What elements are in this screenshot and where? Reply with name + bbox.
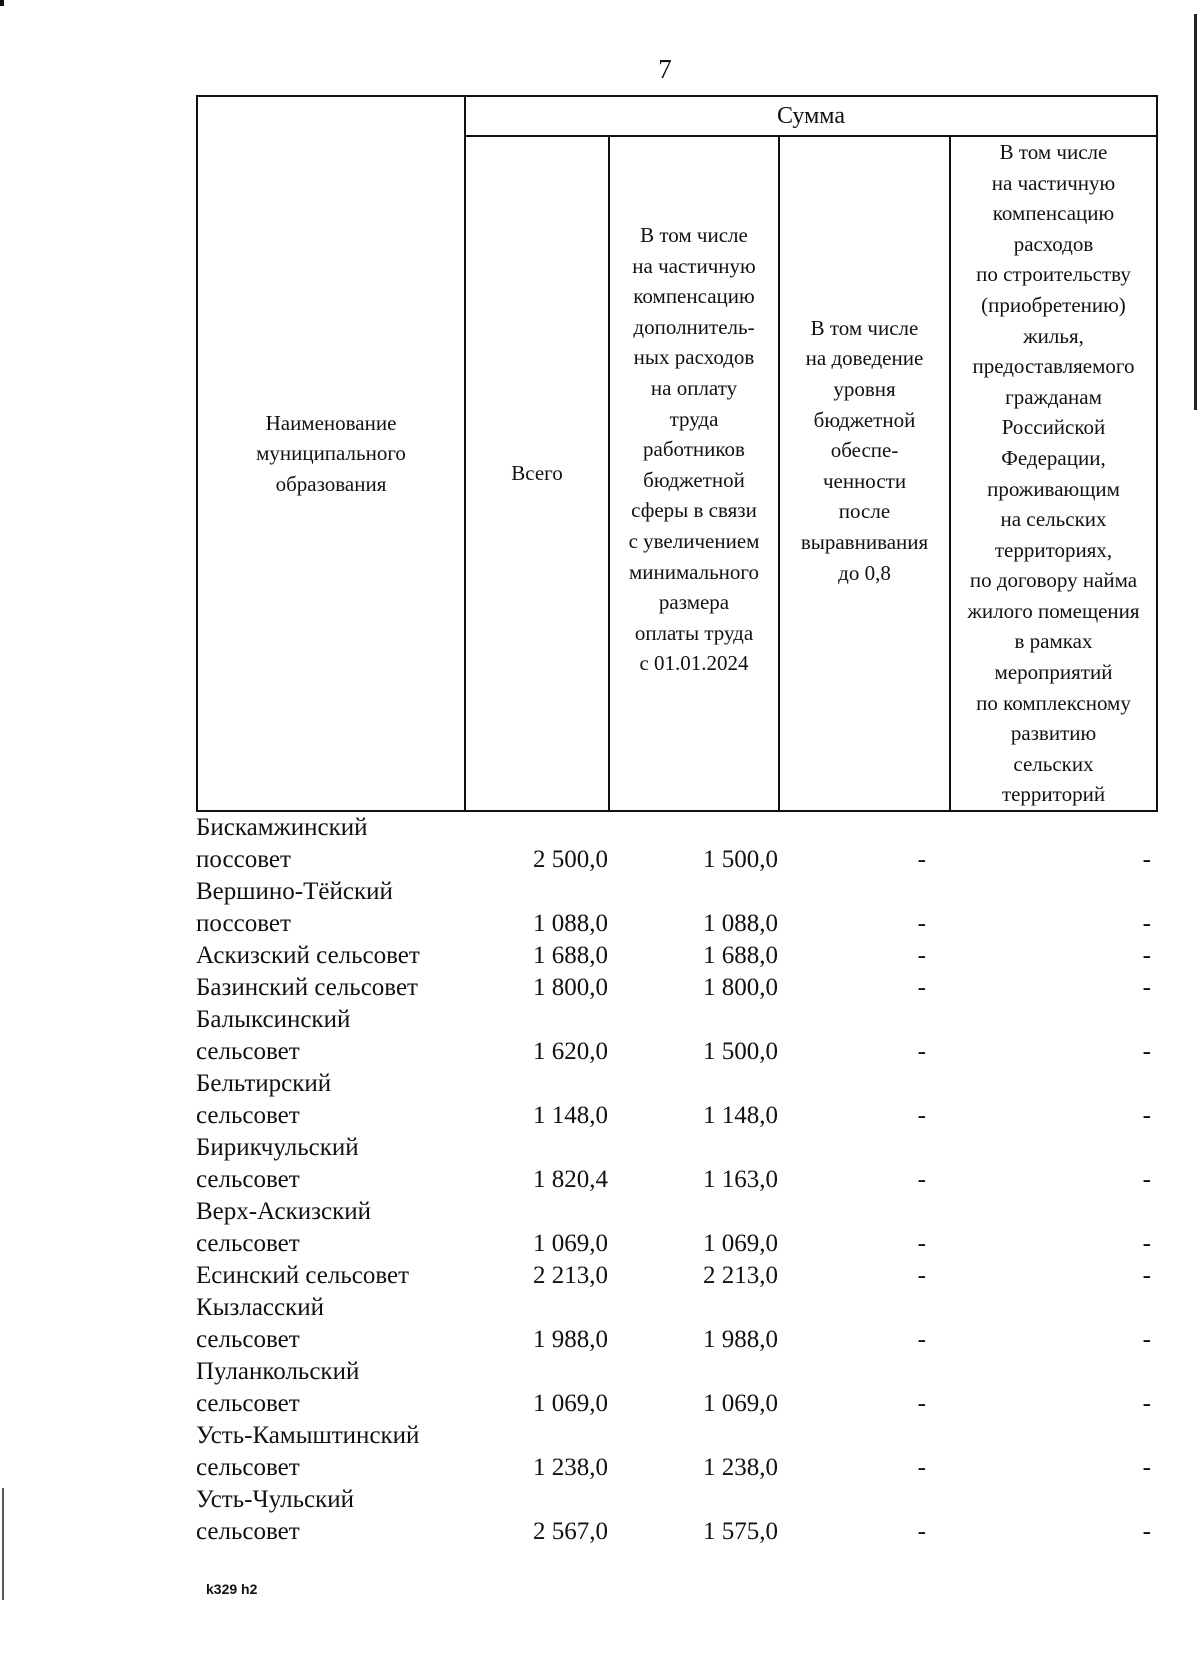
- row-housing-value: -: [1142, 1454, 1151, 1481]
- table-row: [196, 1260, 1158, 1292]
- row-min-wage-value: 1 069,0: [703, 1230, 778, 1257]
- row-min-wage-value: 1 088,0: [703, 910, 778, 937]
- scan-edge-line: [2, 1488, 4, 1600]
- table-row: [196, 1484, 1158, 1548]
- row-municipality-name: Усть-Камыштинский сельсовет: [196, 1422, 420, 1481]
- row-budget-value: -: [917, 1262, 926, 1289]
- table-row: [196, 940, 1158, 972]
- row-total-value: 2 567,0: [533, 1518, 608, 1545]
- header-name-label: Наименование муниципального образования: [256, 410, 406, 496]
- row-municipality-name: Бирикчульский сельсовет: [196, 1134, 359, 1193]
- row-total-value: 1 088,0: [533, 910, 608, 937]
- row-min-wage-value: 1 800,0: [703, 974, 778, 1001]
- scan-artifact: [0, 0, 4, 6]
- row-total-value: 1 988,0: [533, 1326, 608, 1353]
- row-budget-value: -: [917, 1166, 926, 1193]
- footer-code: k329 h2: [206, 1581, 258, 1597]
- row-budget-value: -: [917, 1102, 926, 1129]
- row-min-wage-value: 1 069,0: [703, 1390, 778, 1417]
- row-total-value: 2 213,0: [533, 1262, 608, 1289]
- row-municipality-name: Аскизский сельсовет: [196, 942, 420, 969]
- header-budget-label: В том числе на доведение уровня бюджетной обеспе- ченности после выравнивания до 0,8: [800, 315, 929, 585]
- header-housing-column: [951, 137, 1156, 810]
- row-housing-value: -: [1142, 846, 1151, 873]
- row-total-value: 1 620,0: [533, 1038, 608, 1065]
- row-housing-value: -: [1142, 910, 1151, 937]
- row-housing-value: -: [1142, 942, 1151, 969]
- table-row: [196, 1356, 1158, 1420]
- row-total-value: 1 238,0: [533, 1454, 608, 1481]
- row-housing-value: -: [1142, 1166, 1151, 1193]
- row-budget-value: -: [917, 974, 926, 1001]
- row-min-wage-value: 2 213,0: [703, 1262, 778, 1289]
- row-min-wage-value: 1 500,0: [703, 846, 778, 873]
- row-total-value: 1 820,4: [533, 1166, 608, 1193]
- row-budget-value: -: [917, 942, 926, 969]
- row-budget-value: -: [917, 1230, 926, 1257]
- row-municipality-name: Есинский сельсовет: [196, 1262, 410, 1289]
- row-total-value: 1 800,0: [533, 974, 608, 1001]
- header-total-label: Всего: [511, 461, 563, 486]
- row-housing-value: -: [1142, 1518, 1151, 1545]
- header-total-column: [466, 137, 608, 810]
- row-min-wage-value: 1 688,0: [703, 942, 778, 969]
- table-row: [196, 1196, 1158, 1260]
- table-row: [196, 812, 1158, 876]
- row-budget-value: -: [917, 1518, 926, 1545]
- row-municipality-name: Верх-Аскизский сельсовет: [196, 1198, 372, 1257]
- header-sum-label: Сумма: [777, 102, 845, 129]
- row-municipality-name: Вершино-Тёйский поссовет: [196, 878, 393, 937]
- row-total-value: 2 500,0: [533, 846, 608, 873]
- row-municipality-name: Бельтирский сельсовет: [196, 1070, 332, 1129]
- row-min-wage-value: 1 148,0: [703, 1102, 778, 1129]
- header-min-wage-column: [610, 137, 778, 810]
- row-min-wage-value: 1 163,0: [703, 1166, 778, 1193]
- table-row: [196, 1132, 1158, 1196]
- row-min-wage-value: 1 988,0: [703, 1326, 778, 1353]
- row-municipality-name: Бискамжинский поссовет: [196, 814, 368, 873]
- row-budget-value: -: [917, 1390, 926, 1417]
- table-row: [196, 1420, 1158, 1484]
- row-total-value: 1 148,0: [533, 1102, 608, 1129]
- table-header: [196, 95, 1158, 812]
- row-municipality-name: Балыксинский сельсовет: [196, 1006, 351, 1065]
- table-row: [196, 972, 1158, 1004]
- row-min-wage-value: 1 238,0: [703, 1454, 778, 1481]
- row-housing-value: -: [1142, 1326, 1151, 1353]
- row-municipality-name: Базинский сельсовет: [196, 974, 418, 1001]
- header-housing-label: В том числе на частичную компенсацию расходов по строительству (приобретению) жилья, предоставляемого гражданам Российской Федерации, проживающим на сельских территориях, по договору найма жилого помещения в рамках мероприятий по комплексному развитию сельских территорий: [967, 139, 1140, 807]
- row-budget-value: -: [917, 910, 926, 937]
- row-total-value: 1 069,0: [533, 1230, 608, 1257]
- row-budget-value: -: [917, 1326, 926, 1353]
- row-housing-value: -: [1142, 1038, 1151, 1065]
- row-housing-value: -: [1142, 1262, 1151, 1289]
- row-budget-value: -: [917, 1454, 926, 1481]
- row-housing-value: -: [1142, 1230, 1151, 1257]
- row-total-value: 1 688,0: [533, 942, 608, 969]
- header-sum-group: [466, 97, 1156, 135]
- row-municipality-name: Кызласский сельсовет: [196, 1294, 325, 1353]
- page-number: 7: [658, 54, 672, 84]
- table-border: [1156, 95, 1158, 812]
- table-row: [196, 1068, 1158, 1132]
- row-municipality-name: Пуланкольский сельсовет: [196, 1358, 360, 1417]
- header-min-wage-label: В том числе на частичную компенсацию дополнитель- ных расходов на оплату труда работников бюджетной сферы в связи с увеличением минимального размера оплаты труда с 01.01.2024: [628, 223, 760, 676]
- header-name-column: [198, 97, 464, 810]
- row-min-wage-value: 1 500,0: [703, 1038, 778, 1065]
- header-budget-column: [780, 137, 949, 810]
- row-housing-value: -: [1142, 1102, 1151, 1129]
- row-housing-value: -: [1142, 974, 1151, 1001]
- row-total-value: 1 069,0: [533, 1390, 608, 1417]
- row-min-wage-value: 1 575,0: [703, 1518, 778, 1545]
- row-budget-value: -: [917, 846, 926, 873]
- table-row: [196, 1004, 1158, 1068]
- table-row: [196, 1292, 1158, 1356]
- row-budget-value: -: [917, 1038, 926, 1065]
- table-row: [196, 876, 1158, 940]
- row-municipality-name: Усть-Чульский сельсовет: [196, 1486, 354, 1545]
- row-housing-value: -: [1142, 1390, 1151, 1417]
